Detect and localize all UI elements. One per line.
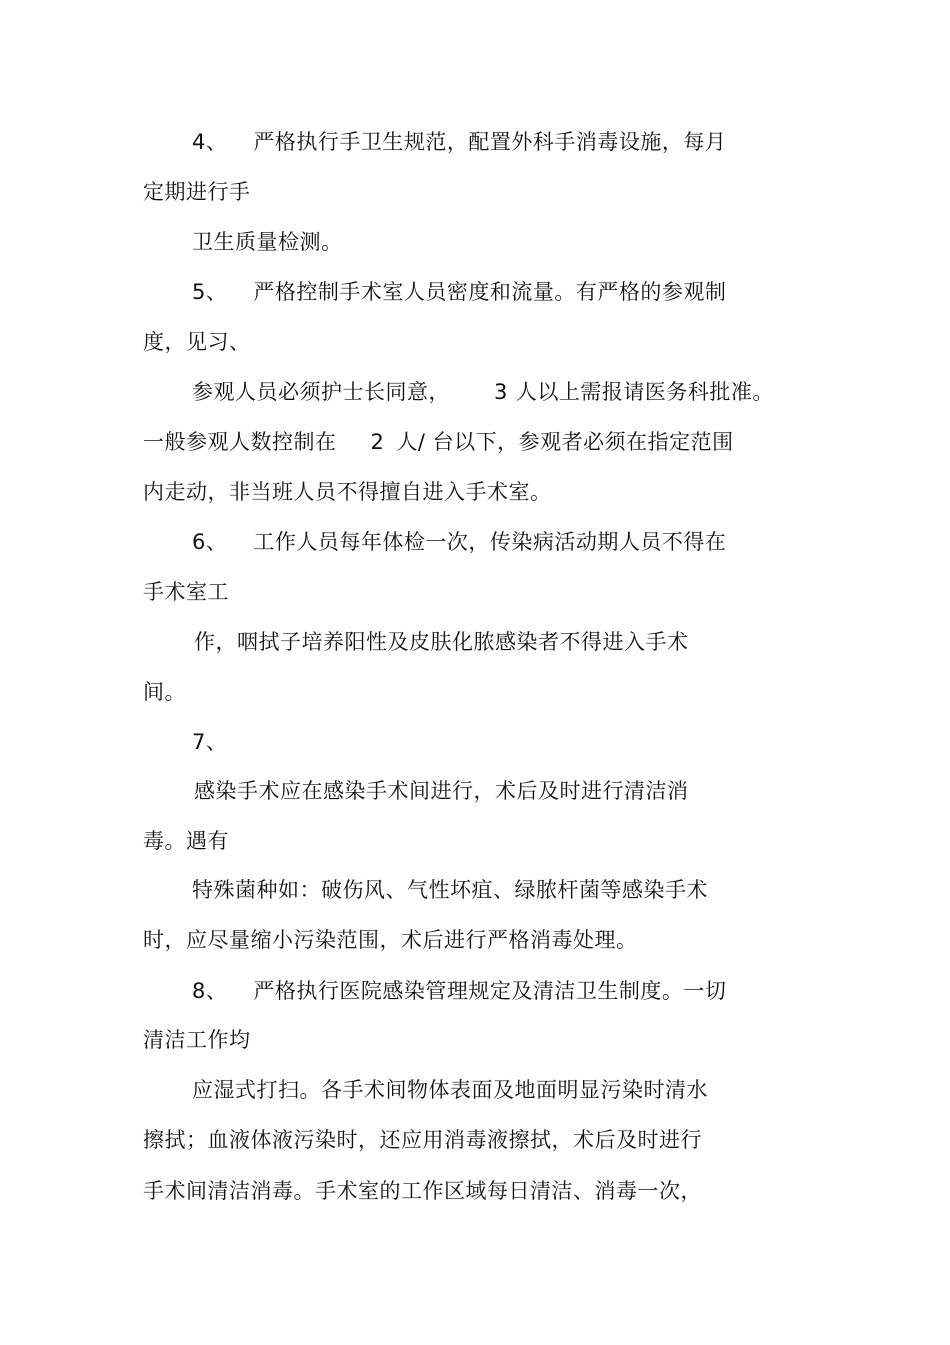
item-number: 4、	[192, 130, 228, 154]
paragraph-line	[192, 378, 774, 406]
paragraph-line	[194, 777, 689, 805]
paragraph-text: 工作人员每年体检一次，传染病活动期人员不得在	[253, 530, 727, 554]
paragraph-line	[143, 428, 734, 456]
item-4-line	[192, 128, 726, 156]
paragraph-line	[192, 876, 708, 904]
paragraph-line	[143, 827, 229, 855]
item-8-line	[192, 977, 726, 1005]
paragraph-text: 度，见习、	[143, 330, 251, 354]
item-number: 8、	[192, 979, 228, 1003]
item-6-line	[192, 528, 726, 556]
paragraph-text: 应湿式打扫。各手术间物体表面及地面明显污染时清水	[192, 1078, 708, 1102]
paragraph-text: 特殊菌种如：破伤风、气性坏疽、绿脓杆菌等感染手术	[192, 878, 708, 902]
paragraph-line	[143, 478, 552, 506]
paragraph-line	[192, 228, 343, 256]
item-7-line	[192, 728, 227, 756]
paragraph-text: 作，咽拭子培养阳性及皮肤化脓感染者不得进入手术	[194, 630, 689, 654]
paragraph-line	[143, 578, 229, 606]
paragraph-text: 人/ 台以下，参观者必须在指定范围	[396, 430, 734, 454]
paragraph-text: 手术间清洁消毒。手术室的工作区域每日清洁、消毒一次，	[143, 1179, 702, 1203]
paragraph-text: 卫生质量检测。	[192, 230, 343, 254]
paragraph-text: 人以上需报请医务科批准。	[515, 380, 774, 404]
paragraph-line	[143, 1026, 251, 1054]
item-number: 7、	[192, 730, 228, 754]
paragraph-line	[143, 926, 638, 954]
item-number: 5、	[192, 280, 228, 304]
inline-number: 3	[494, 380, 508, 404]
paragraph-text: 毒。遇有	[143, 829, 229, 853]
paragraph-text: 时，应尽量缩小污染范围，术后进行严格消毒处理。	[143, 928, 638, 952]
paragraph-text: 内走动，非当班人员不得擅自进入手术室。	[143, 480, 552, 504]
paragraph-text: 严格执行手卫生规范，配置外科手消毒设施，每月	[253, 130, 727, 154]
item-5-line	[192, 278, 726, 306]
paragraph-text: 参观人员必须护士长同意，	[192, 380, 450, 404]
paragraph-line	[143, 1177, 702, 1205]
paragraph-line	[194, 628, 689, 656]
paragraph-text: 手术室工	[143, 580, 229, 604]
paragraph-text: 间。	[143, 680, 186, 704]
paragraph-text: 严格控制手术室人员密度和流量。有严格的参观制	[253, 280, 727, 304]
paragraph-line	[143, 178, 251, 206]
inline-number: 2	[370, 430, 385, 454]
paragraph-line	[143, 678, 186, 706]
paragraph-line	[143, 1126, 702, 1154]
paragraph-text: 定期进行手	[143, 180, 251, 204]
paragraph-line	[143, 328, 251, 356]
paragraph-text: 清洁工作均	[143, 1028, 251, 1052]
paragraph-text: 擦拭；血液体液污染时，还应用消毒液擦拭，术后及时进行	[143, 1128, 702, 1152]
paragraph-line	[192, 1076, 708, 1104]
paragraph-text: 严格执行医院感染管理规定及清洁卫生制度。一切	[253, 979, 727, 1003]
paragraph-text: 感染手术应在感染手术间进行，术后及时进行清洁消	[194, 779, 689, 803]
item-number: 6、	[192, 530, 228, 554]
paragraph-text: 一般参观人数控制在	[143, 430, 337, 454]
